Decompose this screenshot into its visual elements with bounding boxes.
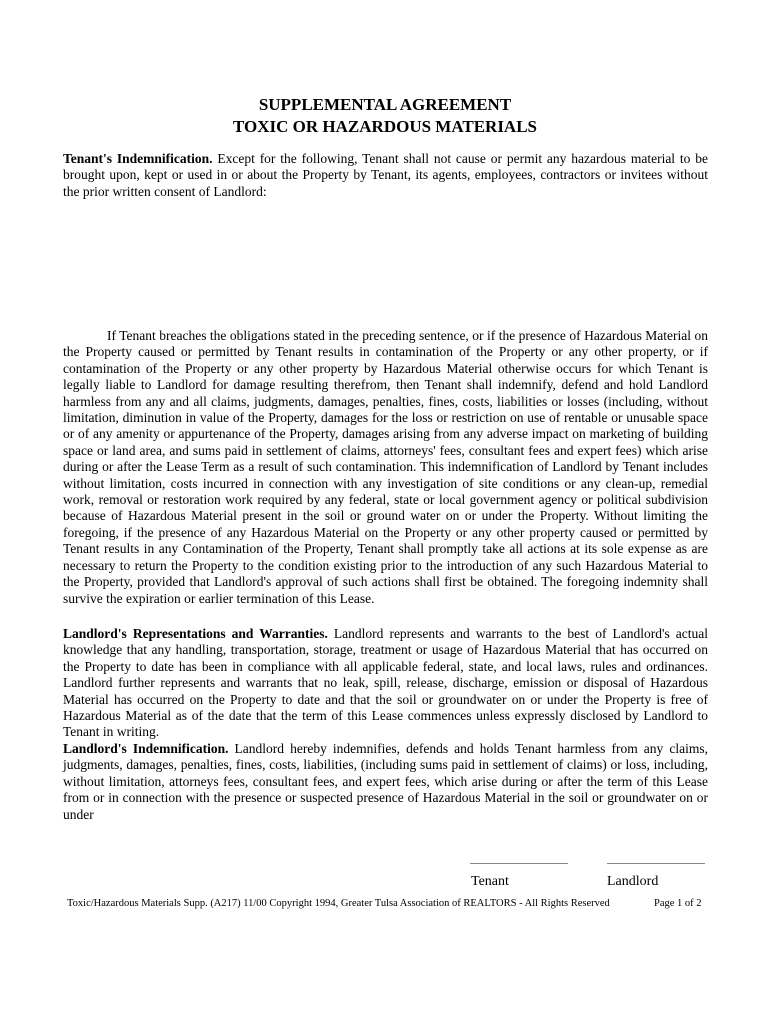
landlord-indemnification-heading: Landlord's Indemnification. [63,741,229,756]
tenant-initials-line[interactable] [470,863,568,864]
landlord-initials-line[interactable] [607,863,705,864]
breach-paragraph: If Tenant breaches the obligations stated in the preceding sentence, or if the presence of Hazardous Material on the Property caused or permitted by Tenant results in contamination of the Property or any other property, or if contamination of the Property or any other property by Hazardous Material otherwise occurs for which Tenant is legally liable to Landlord for damage resulting therefrom, then Tenant shall indemnify, defend and hold Landlord harmless from any and all claims, judgments, damages, penalties, fines, costs, liabilities or losses (including, without limitation, diminution in value of the Property, damages for the loss or restriction on use of rentable or unusable space or of any amenity or appurtenance of the Property, damages arising from any adverse impact on marketing of building space or land area, and sums paid in settlement of claims, attorneys' fees, consultant fees and expert fees) which arise during or after the Lease Term as a result of such contamination. This indemnification of Landlord by Tenant includes without limitation, costs incurred in connection with any investigation of site conditions or any clean-up, remedial work, removal or restoration work required by any federal, state or local government agency or political subdivision because of Hazardous Material present in the soil or ground water on or under the Property. Without limiting the foregoing, if the presence of any Hazardous Material on the Property or any other property caused or permitted by Tenant results in any Contamination of the Property, Tenant shall promptly take all actions at its sole expense as are necessary to return the Property to the condition existing prior to the introduction of any such Hazardous Material to the Property, provided that Landlord's approval of such actions shall first be obtained. The foregoing indemnity shall survive the expiration or earlier termination of this Lease. [63,328,708,606]
landlord-representations-body: Landlord represents and warrants to the best of Landlord's actual knowledge that any handling, transportation, storage, treatment or usage of Hazardous Material that has occurred on the Property to date has been in compliance with all applicable federal, state, and local laws, rules and ordinances. Landlord further represents and warrants that no leak, spill, release, discharge, emission or disposal of Hazardous Material has occurred on the Property to date and that the soil or groundwater on or under the Property is free of Hazardous Material as of the date that the term of this Lease commences unless expressly disclosed by Landlord to Tenant in writing. [63,626,708,740]
tenant-indemnification-body: Except for the following, Tenant shall not cause or permit any hazardous material to be brought upon, kept or used in or about the Property by Tenant, its agents, employees, contractors or invitees without the prior written consent of Landlord: [63,151,708,199]
document-title-line-2: TOXIC OR HAZARDOUS MATERIALS [233,117,537,136]
tenant-indemnification-paragraph [63,151,708,200]
document-title-line-1: SUPPLEMENTAL AGREEMENT [258,95,512,114]
tenant-signature-label: Tenant [471,874,509,889]
landlord-indemnification-paragraph [63,741,708,823]
landlord-representations-paragraph [63,626,708,741]
tenant-indemnification-heading: Tenant's Indemnification. [63,151,213,166]
footer-copyright: Toxic/Hazardous Materials Supp. (A217) 11/00 Copyright 1994, Greater Tulsa Association of REALTORS - All Rights Reserved [67,898,610,909]
page-number: Page 1 of 2 [654,898,702,909]
landlord-representations-heading: Landlord's Representations and Warranties. [63,626,328,641]
landlord-signature-label: Landlord [607,874,659,889]
landlord-indemnification-body: Landlord hereby indemnifies, defends and holds Tenant harmless from any claims, judgments, damages, penalties, fines, costs, liabilities, (including sums paid in settlement of claims) or loss, including, without limitation, attorneys fees, consultant fees, and expert fees, which arise during or after the term of this Lease from or in connection with the presence or suspected presence of Hazardous Material in the soil or groundwater on or under [63,741,708,822]
